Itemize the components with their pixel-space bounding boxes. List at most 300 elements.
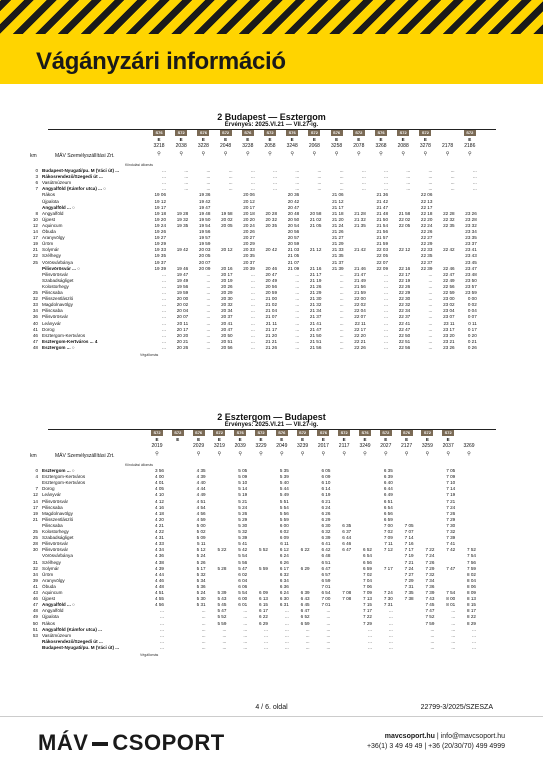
time-cell: 6 24: [321, 504, 331, 510]
time-cell: 20 59: [265, 290, 277, 295]
time-cell: 20 39: [243, 265, 255, 271]
km-value: 48: [32, 344, 38, 350]
time-cell: 22 47: [398, 326, 411, 332]
time-cell: 6 35: [383, 468, 393, 473]
time-cell: 22 56: [443, 283, 455, 289]
train-category-e: E: [201, 137, 205, 142]
time-cell: 5 52: [217, 614, 227, 620]
time-cell: 6 45: [300, 602, 310, 608]
km-value: 4: [35, 474, 38, 480]
contact-email[interactable]: info@mavcsoport.hu: [440, 733, 505, 740]
hazard-stripe-band: [0, 0, 543, 34]
time-cell: 6 02: [238, 571, 248, 577]
logo-text-right: CSOPORT: [112, 730, 225, 755]
train-category-e: E: [468, 137, 472, 142]
train-number: 3229: [255, 443, 267, 449]
time-cell: ...: [295, 326, 300, 332]
train-category-e: E: [259, 437, 263, 442]
train-category-e: E: [290, 137, 294, 142]
bicycle-icon: ⚲: [446, 451, 451, 457]
time-cell: 19 57: [198, 235, 211, 241]
station-name: Solymár: [42, 565, 59, 571]
time-cell: ...: [451, 644, 456, 650]
time-cell: 5 26: [196, 559, 206, 565]
time-cell: 5 35: [279, 468, 289, 473]
line-badge: S76: [375, 130, 387, 136]
time-cell: 21 46: [354, 265, 366, 271]
time-cell: ...: [160, 626, 164, 632]
time-cell: ...: [206, 320, 211, 326]
time-cell: 21 48: [376, 210, 388, 216]
time-cell: 6 51: [383, 498, 393, 504]
time-cell: ...: [273, 168, 277, 173]
time-cell: 21 34: [309, 308, 322, 314]
time-cell: 20 46: [265, 265, 277, 271]
time-cell: 20 32: [221, 302, 233, 308]
time-cell: 8 13: [467, 596, 476, 602]
logo-dash: [92, 742, 108, 746]
time-cell: ...: [206, 338, 211, 344]
time-cell: ...: [206, 332, 211, 338]
bicycle-icon: ⚲: [279, 451, 284, 457]
time-cell: ...: [162, 332, 166, 338]
station-name: Aquincum: [42, 222, 63, 228]
km-value: 10: [32, 216, 38, 222]
time-cell: ...: [368, 638, 372, 644]
time-cell: 21 07: [265, 314, 277, 320]
train-number: 3259: [421, 443, 433, 449]
time-cell: ...: [326, 608, 331, 614]
time-cell: ...: [243, 608, 248, 614]
time-cell: ...: [361, 174, 366, 180]
time-cell: ...: [162, 296, 166, 302]
bicycle-icon: ⚲: [401, 151, 406, 157]
time-cell: 22 32: [398, 302, 411, 308]
time-cell: 6 17: [259, 608, 268, 614]
time-cell: ...: [384, 180, 388, 186]
time-cell: 6 39: [300, 590, 310, 595]
line-badge: S72: [464, 130, 476, 136]
time-cell: ...: [250, 271, 255, 277]
line-badge: S76: [193, 430, 205, 436]
time-cell: 7 52: [425, 614, 435, 620]
time-cell: 6 37: [342, 529, 352, 534]
time-cell: 20 35: [243, 253, 255, 259]
time-cell: ...: [428, 277, 433, 283]
time-cell: 22 06: [420, 192, 433, 198]
time-cell: ...: [295, 308, 300, 314]
time-cell: ...: [428, 296, 433, 302]
train-number: 2068: [308, 143, 320, 149]
time-cell: 7 17: [383, 565, 393, 571]
time-cell: 7 42: [446, 547, 456, 553]
time-cell: 6 48: [321, 553, 331, 559]
time-cell: ...: [339, 174, 344, 180]
time-cell: 21 28: [354, 210, 366, 216]
time-cell: 5 54: [279, 504, 289, 510]
time-cell: ...: [326, 626, 331, 632]
time-cell: 23 04: [443, 308, 455, 314]
time-cell: ...: [317, 186, 322, 192]
time-cell: 20 12: [221, 247, 233, 253]
time-cell: ...: [295, 290, 300, 295]
time-cell: ...: [295, 332, 300, 338]
time-cell: 20 24: [243, 222, 255, 228]
time-cell: 7 22: [363, 614, 372, 620]
time-cell: 6 54: [383, 504, 393, 510]
time-cell: 7 32: [446, 529, 456, 534]
contact-website[interactable]: mavcsoport.hu: [384, 733, 435, 740]
time-cell: 21 33: [332, 247, 344, 253]
time-cell: ...: [295, 186, 300, 192]
train-category-e: E: [446, 437, 450, 442]
km-value: 32: [32, 565, 38, 571]
bicycle-icon: ⚲: [356, 151, 361, 157]
time-cell: ...: [472, 168, 477, 173]
time-cell: 5 30: [196, 596, 206, 602]
time-cell: 19 29: [154, 241, 166, 247]
time-cell: 19 17: [154, 204, 166, 210]
time-cell: 6 15: [259, 602, 268, 608]
time-cell: 7 29: [425, 565, 435, 571]
time-cell: 6 59: [383, 516, 393, 522]
station-name: Esztergom-Kertváros ... 4: [42, 338, 98, 344]
time-cell: 6 13: [259, 596, 268, 602]
km-value: 17: [32, 504, 38, 510]
time-cell: 5 19: [238, 492, 248, 498]
time-cell: 19 37: [154, 259, 166, 265]
station-name: Solymár: [42, 247, 59, 253]
time-cell: 20 57: [287, 235, 300, 241]
time-cell: 4 51: [196, 498, 206, 504]
time-cell: 20 48: [287, 210, 300, 216]
time-cell: 6 10: [321, 480, 331, 486]
bicycle-icon: ⚲: [312, 151, 317, 157]
time-cell: ...: [384, 338, 388, 344]
time-cell: 20 50: [221, 332, 233, 338]
time-cell: 7 09: [383, 535, 393, 541]
train-number: 3258: [331, 143, 343, 149]
line-badge: S72: [220, 130, 232, 136]
time-cell: ...: [206, 271, 211, 277]
time-cell: 20 56: [287, 229, 300, 234]
train-number: 2037: [442, 443, 454, 449]
time-cell: 4 46: [155, 577, 164, 583]
time-cell: 4 21: [155, 522, 164, 528]
train-number: 2178: [442, 143, 454, 149]
time-cell: 5 10: [238, 480, 248, 486]
train-category-e: E: [321, 437, 325, 442]
time-cell: 21 56: [354, 283, 366, 289]
bicycle-icon: ⚲: [363, 451, 367, 457]
time-cell: ...: [428, 326, 433, 332]
time-cell: 6 46: [342, 541, 352, 547]
train-category-e: E: [312, 137, 316, 142]
station-name: Piliscsaba: [42, 308, 63, 314]
time-cell: ...: [388, 620, 393, 626]
time-cell: 7 29: [404, 577, 414, 583]
time-cell: 7 02: [363, 571, 372, 577]
train-number: 2019: [151, 443, 163, 449]
time-cell: 6 56: [383, 510, 393, 516]
time-cell: ...: [206, 326, 211, 332]
time-cell: ...: [339, 290, 344, 295]
time-cell: 20 50: [287, 216, 300, 222]
time-cell: 22 33: [420, 247, 433, 253]
km-value: 48: [32, 608, 38, 614]
time-cell: ...: [162, 308, 166, 314]
km-value: 0: [35, 168, 38, 173]
time-cell: 19 27: [154, 235, 166, 241]
line-badge: S76: [242, 130, 254, 136]
train-category-e: E: [379, 137, 383, 142]
time-cell: 19 42: [198, 198, 211, 204]
bicycle-icon: ⚲: [238, 451, 243, 457]
time-cell: 6 22: [300, 547, 310, 553]
time-cell: 5 41: [238, 541, 248, 547]
time-cell: ...: [284, 620, 289, 626]
time-cell: 22 46: [443, 265, 455, 271]
time-cell: ...: [339, 180, 344, 186]
train-number: 2088: [397, 143, 409, 149]
line-badge: S72: [419, 130, 431, 136]
time-cell: 4 49: [196, 492, 206, 498]
station-name: Pilisvörösvár: [42, 314, 69, 320]
time-cell: ...: [162, 180, 166, 186]
contact-block: mavcsoport.hu | info@mavcsoport.hu +36(1) 3 49 49 49 | +36 (20/30/70) 499 4999: [366, 733, 505, 750]
time-cell: 23 32: [465, 222, 477, 228]
operator-name: MÁV Személyszállítási Zrt.: [55, 153, 115, 159]
time-cell: 6 52: [363, 547, 372, 553]
time-cell: ...: [264, 632, 268, 638]
time-cell: 8 02: [467, 571, 476, 577]
station-name: Pilisvörösvár ... ○: [42, 265, 81, 271]
time-cell: ...: [273, 186, 277, 192]
time-cell: 23 26: [465, 210, 477, 216]
line-badge: S76: [197, 130, 209, 136]
time-cell: ...: [384, 174, 388, 180]
time-cell: 21 57: [376, 235, 388, 241]
station-name: Magdolnavölgy: [42, 510, 73, 516]
time-cell: 20 20: [176, 332, 189, 338]
time-cell: 23 50: [465, 277, 477, 283]
time-cell: 23 17: [443, 326, 455, 332]
time-cell: 20 11: [177, 320, 189, 326]
time-cell: 7 05: [404, 522, 414, 528]
line-badge: S72: [297, 430, 309, 436]
km-value: 8: [35, 210, 38, 216]
time-cell: 4 40: [196, 480, 206, 486]
km-value: 40: [32, 320, 38, 326]
time-cell: 7 26: [446, 510, 456, 516]
time-cell: 8 04: [467, 577, 476, 583]
time-cell: 22 34: [398, 308, 411, 314]
time-cell: 6 59: [321, 577, 331, 583]
train-category-e: E: [342, 437, 346, 442]
train-category-e: E: [301, 437, 305, 442]
bicycle-icon: ⚲: [196, 451, 201, 457]
km-label: km: [30, 153, 37, 159]
station-name: Kolostorhegy: [42, 529, 69, 534]
time-cell: ...: [250, 277, 255, 283]
station-name: Magdolnavölgy: [42, 302, 73, 308]
time-cell: 21 03: [287, 247, 300, 253]
time-cell: 6 36: [279, 583, 289, 589]
time-cell: 6 56: [363, 559, 372, 565]
time-cell: 21 56: [376, 229, 388, 234]
time-cell: 6 47: [342, 547, 352, 553]
time-cell: 21 17: [332, 204, 344, 210]
time-cell: 20 05: [221, 222, 233, 228]
time-cell: ...: [305, 626, 310, 632]
time-cell: ...: [250, 290, 255, 295]
time-cell: 21 50: [376, 216, 388, 222]
time-cell: ...: [295, 302, 300, 308]
time-cell: 7 54: [467, 553, 476, 559]
time-cell: 5 43: [217, 596, 227, 602]
time-cell: ...: [162, 186, 166, 192]
time-cell: ...: [430, 632, 435, 638]
km-value: 41: [32, 326, 38, 332]
km-value: 25: [32, 259, 38, 265]
time-cell: ...: [428, 180, 433, 186]
time-cell: ...: [201, 614, 206, 620]
time-cell: ...: [472, 174, 477, 180]
time-cell: ...: [295, 174, 300, 180]
time-cell: 20 59: [287, 241, 300, 247]
km-value: 7: [35, 486, 38, 492]
time-cell: 6 39: [321, 535, 331, 541]
time-cell: 21 39: [332, 265, 344, 271]
line-badge: S76: [234, 430, 246, 436]
train-number: 2127: [401, 443, 413, 449]
time-cell: 7 01: [321, 602, 331, 608]
time-cell: 0 00: [467, 296, 477, 302]
time-cell: ...: [339, 296, 344, 302]
line-badge: S76: [317, 430, 329, 436]
time-cell: 7 29: [363, 620, 372, 626]
time-cell: 20 29: [221, 290, 233, 295]
km-value: 51: [32, 626, 38, 632]
time-cell: ...: [162, 326, 166, 332]
time-cell: ...: [428, 338, 433, 344]
time-cell: ...: [430, 626, 435, 632]
line-badge: S76: [331, 130, 343, 136]
train-category-e: E: [238, 437, 242, 442]
station-name: Pilisvörösvár: [42, 271, 69, 277]
time-cell: ...: [428, 302, 433, 308]
time-cell: 22 00: [354, 296, 366, 302]
time-cell: ...: [339, 271, 344, 277]
time-cell: 5 31: [196, 602, 206, 608]
time-cell: 22 26: [354, 344, 366, 350]
time-cell: 23 34: [465, 229, 477, 234]
time-cell: ...: [339, 338, 344, 344]
time-cell: 20 37: [243, 259, 255, 265]
bicycle-icon: ⚲: [383, 451, 388, 457]
time-cell: 19 12: [154, 198, 166, 204]
time-cell: 21 02: [309, 216, 322, 222]
train-number: 3249: [359, 443, 371, 449]
time-cell: 5 24: [238, 504, 248, 510]
time-cell: 8 09: [467, 590, 476, 595]
time-cell: ...: [472, 632, 476, 638]
time-cell: ...: [243, 626, 248, 632]
time-cell: 23 37: [465, 241, 477, 247]
time-cell: ...: [361, 186, 366, 192]
terminus-note: Végállomás: [140, 653, 159, 657]
station-name: Leányvár: [42, 492, 61, 498]
time-cell: 7 21: [446, 498, 456, 504]
time-cell: 7 30: [383, 596, 393, 602]
time-cell: ...: [339, 283, 344, 289]
departure-station-note: Kiindulási állomás: [125, 163, 154, 167]
time-cell: 5 11: [196, 541, 206, 547]
time-cell: 21 05: [309, 222, 322, 228]
time-cell: 6 29: [300, 565, 310, 571]
km-value: 22: [32, 253, 38, 259]
time-cell: 21 19: [309, 277, 322, 283]
train-category-e: E: [224, 137, 228, 142]
time-cell: 4 01: [155, 480, 164, 486]
train-number: 3248: [286, 143, 298, 149]
time-cell: 7 54: [446, 590, 456, 595]
time-cell: 21 06: [332, 192, 344, 198]
time-cell: 20 17: [176, 326, 189, 332]
time-cell: 21 20: [265, 332, 277, 338]
station-name: Piliscsaba: [42, 504, 63, 510]
time-cell: ...: [273, 174, 277, 180]
time-cell: ...: [206, 186, 211, 192]
time-cell: 22 30: [398, 296, 411, 302]
bicycle-icon: ⚲: [467, 451, 471, 457]
time-cell: ...: [184, 186, 189, 192]
time-cell: ...: [451, 620, 456, 626]
time-cell: ...: [326, 632, 331, 638]
time-cell: 7 39: [425, 590, 435, 595]
bicycle-icon: ⚲: [404, 451, 409, 457]
time-cell: 7 16: [404, 541, 414, 547]
train-number: 2027: [380, 443, 392, 449]
train-number: 2039: [234, 443, 246, 449]
time-cell: ...: [295, 283, 300, 289]
time-cell: ...: [160, 620, 164, 626]
time-cell: ...: [250, 302, 255, 308]
time-cell: 4 35: [196, 468, 206, 473]
time-cell: 7 06: [363, 583, 372, 589]
time-cell: 5 30: [238, 522, 248, 528]
time-cell: 22 26: [398, 283, 411, 289]
time-cell: 22 37: [420, 259, 433, 265]
station-name: Angyalföld (Kámfor utca) ...: [42, 626, 102, 632]
train-number: 3278: [419, 143, 431, 149]
time-cell: 4 18: [155, 510, 164, 516]
time-cell: ...: [222, 638, 227, 644]
train-number: 2048: [220, 143, 232, 149]
train-category-e: E: [335, 137, 339, 142]
station-name: Esztergom ... ○: [42, 468, 75, 473]
time-cell: 22 29: [420, 241, 433, 247]
station-name: Pilisszentlászló: [42, 296, 74, 302]
time-cell: 20 49: [265, 277, 277, 283]
time-cell: 20 34: [221, 308, 233, 314]
line-badge: S76: [359, 430, 371, 436]
time-cell: 21 56: [309, 344, 322, 350]
time-cell: ...: [388, 638, 393, 644]
time-cell: 6 17: [279, 565, 289, 571]
time-cell: 0 07: [467, 314, 477, 320]
time-cell: 22 17: [398, 271, 411, 277]
